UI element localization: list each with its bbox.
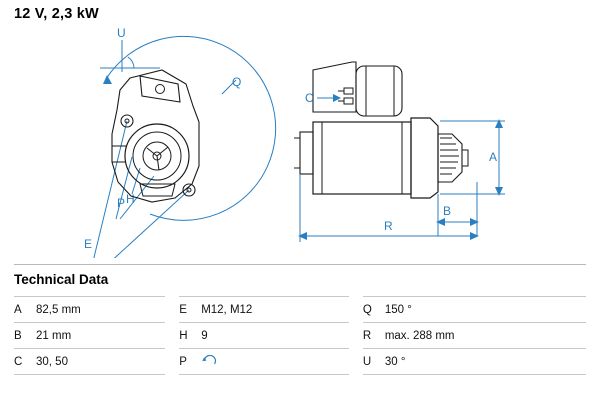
top-bolt-hole (156, 85, 165, 94)
table-row (14, 297, 586, 323)
row-key-e: E (179, 297, 201, 323)
e-wedge-right (96, 190, 189, 258)
column-spacer (165, 323, 179, 349)
row-value-u: 30 ° (385, 349, 586, 375)
drive-end-housing (411, 118, 438, 198)
shaft-tip (462, 150, 468, 166)
column-spacer (349, 297, 363, 323)
r-arrow-right (470, 232, 479, 240)
column-spacer (349, 349, 363, 375)
label-U: U (117, 26, 126, 40)
row-key-b: B (14, 323, 36, 349)
row-value-r: max. 288 mm (385, 323, 586, 349)
a-arrow-top (495, 119, 503, 128)
rotation-direction-icon (201, 356, 217, 368)
u-angle-arc (128, 57, 134, 68)
row-key-p: P (179, 349, 201, 375)
label-H: H (126, 192, 135, 206)
label-R: R (384, 219, 393, 233)
row-key-u: U (363, 349, 385, 375)
table-row (14, 323, 586, 349)
page-title: 12 V, 2,3 kW (14, 6, 99, 22)
label-B: B (443, 204, 452, 218)
technical-data-table-wrap (14, 296, 586, 375)
label-E: E (84, 237, 93, 251)
pinion-spoke-3 (157, 156, 159, 170)
terminal-50 (344, 98, 353, 104)
technical-drawing (0, 26, 600, 258)
row-value-p (201, 349, 349, 375)
row-key-a: A (14, 297, 36, 323)
label-P: P (117, 196, 126, 210)
table-row (14, 349, 586, 375)
drawing-svg (0, 26, 600, 258)
terminal-30 (344, 88, 353, 94)
b-arrow-right (470, 218, 479, 226)
row-key-h: H (179, 323, 201, 349)
technical-data-heading: Technical Data (14, 272, 109, 287)
column-spacer (349, 323, 363, 349)
column-spacer (165, 349, 179, 375)
technical-data-table (14, 296, 586, 375)
e-wedge-left (90, 121, 127, 258)
pinion-nose (438, 134, 462, 182)
pinion-spoke-1 (157, 147, 168, 156)
row-key-c: C (14, 349, 36, 375)
row-value-b: 21 mm (36, 323, 165, 349)
motor-body (313, 122, 411, 194)
label-Q: Q (232, 75, 242, 89)
commutator-cover (300, 132, 313, 174)
row-value-a: 82,5 mm (36, 297, 165, 323)
pinion-teeth (440, 138, 459, 174)
label-A: A (489, 150, 498, 164)
r-arrow-left (298, 232, 307, 240)
row-key-q: Q (363, 297, 385, 323)
left-view (84, 26, 276, 258)
row-value-c: 30, 50 (36, 349, 165, 375)
column-spacer (165, 297, 179, 323)
row-value-q: 150 ° (385, 297, 586, 323)
rotation-arrow-svg (201, 355, 217, 369)
top-flange (140, 76, 180, 102)
label-C: C (305, 91, 314, 105)
row-value-e: M12, M12 (201, 297, 349, 323)
b-arrow-left (436, 218, 445, 226)
row-key-r: R (363, 323, 385, 349)
a-arrow-bottom (495, 187, 503, 196)
q-arc-arrowhead (103, 75, 112, 84)
row-value-h: 9 (201, 323, 349, 349)
right-view (294, 62, 505, 242)
solenoid-body (356, 66, 402, 116)
section-divider (14, 264, 586, 265)
